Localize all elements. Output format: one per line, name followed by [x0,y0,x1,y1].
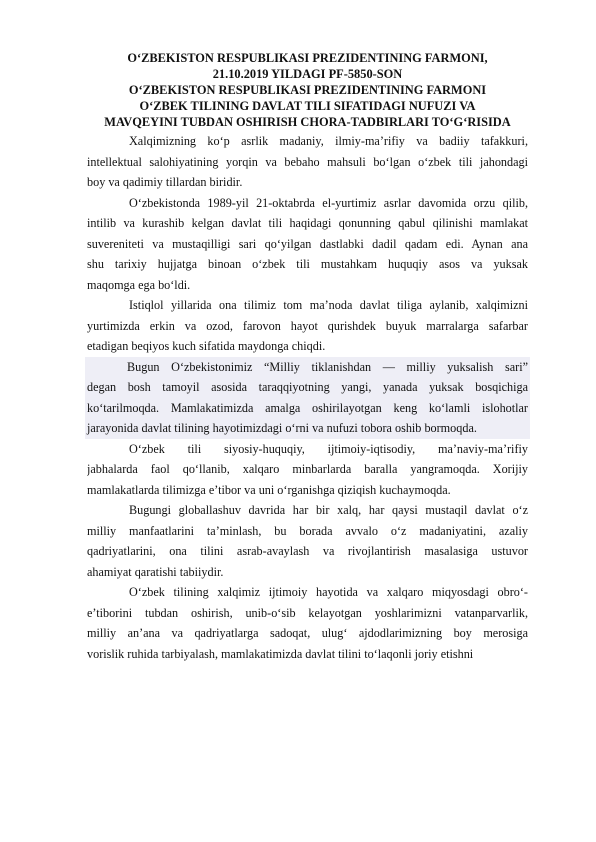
paragraph-line: milliy manfaatlarini ta’minlash, bu borada avvalo o‘z madaniyatini, azaliy [87,523,528,538]
paragraph-line: O‘zbekistonda 1989-yil 21-oktabrda el-yurtimiz asrlar davomida orzu qilib, [129,195,528,210]
paragraph-line: jarayonida davlat tilining hayotimizdagi o‘rni va nufuzi tobora oshib bormoqda. [85,418,530,439]
paragraph-line: degan bosh tamoyil asosida taraqqiyotning yangi, yanada yuksak bosqichiga [85,377,530,398]
title-line: O‘ZBEK TILINING DAVLAT TILI SIFATIDAGI NUFUZI VA [139,99,476,113]
paragraph-line: Istiqlol yillarida ona tilimiz tom ma’noda davlat tiliga aylanib, xalqimizni [129,298,528,312]
paragraph-line: maqomga ega bo‘ldi. [87,277,191,292]
paragraph [87,500,528,582]
paragraph-line: jabhalarda faol qo‘llanib, xalqaro minbarlarda baralla yangramoqda. Xorijiy [87,462,528,476]
paragraph-line: boy va qadimiy tillardan biridir. [87,175,243,189]
paragraph-line: qadriyatlarini, ona tilini asrab-avaylash va rivojlantirish masalasiga ustuvor [87,544,528,558]
paragraph-line: ahamiyat qaratishi tabiiydir. [87,564,224,579]
paragraph-line: O‘zbek tili siyosiy-huquqiy, ijtimoiy-iqtisodiy, ma’naviy-ma’rifiy [129,441,528,456]
title-line: 21.10.2019 YILDAGI PF-5850-SON [212,67,403,81]
paragraph-line: vorislik ruhida tarbiyalash, mamlakatimizda davlat tilini to‘laqonli joriy etishni [87,646,474,661]
title-line: O‘ZBEKISTON RESPUBLIKASI PREZIDENTINING FARMONI, [127,51,488,65]
paragraph-line: milliy an’ana va qadriyatlarga sadoqat, ulug‘ ajdodlarimizning boy merosiga [87,626,528,640]
paragraph [87,439,528,501]
paragraph [87,582,528,664]
paragraph-line: O‘zbek tilining xalqimiz ijtimoiy hayotida va xalqaro miqyosdagi obro‘- [129,585,528,599]
paragraph-line: Bugun O‘zbekistonimiz “Milliy tiklanishdan — milliy yuksalish sari” [85,357,530,378]
paragraph-line: suvereniteti va mustaqilligi sari qo‘yilgan dastlabki dadil qadam edi. Aynan ana [87,236,528,251]
paragraph-line: intilib va kurashib kelgan davlat tili haqidagi qonunning qabul qilinishi mamlakat [87,216,528,230]
paragraph-line: etadigan beqiyos kuch sifatida maydonga chiqdi. [87,339,326,353]
decree-title [87,50,528,130]
paragraph-line: Xalqimizning ko‘p asrlik madaniy, ilmiy-ma’rifiy va badiiy tafakkuri, [129,134,528,148]
document-page [87,50,528,664]
paragraph-line: ko‘tarilmoqda. Mamlakatimizda amalga oshirilayotgan keng ko‘lamli islohotlar [85,398,530,419]
title-line: MAVQEYINI TUBDAN OSHIRISH CHORA-TADBIRLARI TO‘G‘RISIDA [104,115,511,129]
title-line: O‘ZBEKISTON RESPUBLIKASI PREZIDENTINING FARMONI [128,83,487,97]
paragraph-line: e’tiborini tubdan oshirish, unib-o‘sib kelayotgan yoshlarimizni vatanparvarlik, [87,605,528,620]
paragraph [87,295,528,357]
paragraph-line: mamlakatlarda tilimizga e’tibor va uni o‘rganishga qiziqish kuchaymoqda. [87,482,451,497]
document-body [87,131,528,664]
paragraph-line: yurtimizda erkin va ozod, farovon hayot qurishdek buyuk marralarga safarbar [87,318,528,333]
paragraph [87,357,528,439]
paragraph [87,131,528,193]
paragraph [87,193,528,296]
paragraph-line: Bugungi globallashuv davrida har bir xalq, har qaysi mustaqil davlat o‘z [129,503,528,517]
paragraph-line: intellektual salohiyatining yorqin va bebaho mahsuli bo‘lgan o‘zbek tili jahondagi [87,154,528,169]
paragraph-line: shu tarixiy hujjatga binoan o‘zbek tili mustahkam huquqiy asos va yuksak [87,257,528,271]
